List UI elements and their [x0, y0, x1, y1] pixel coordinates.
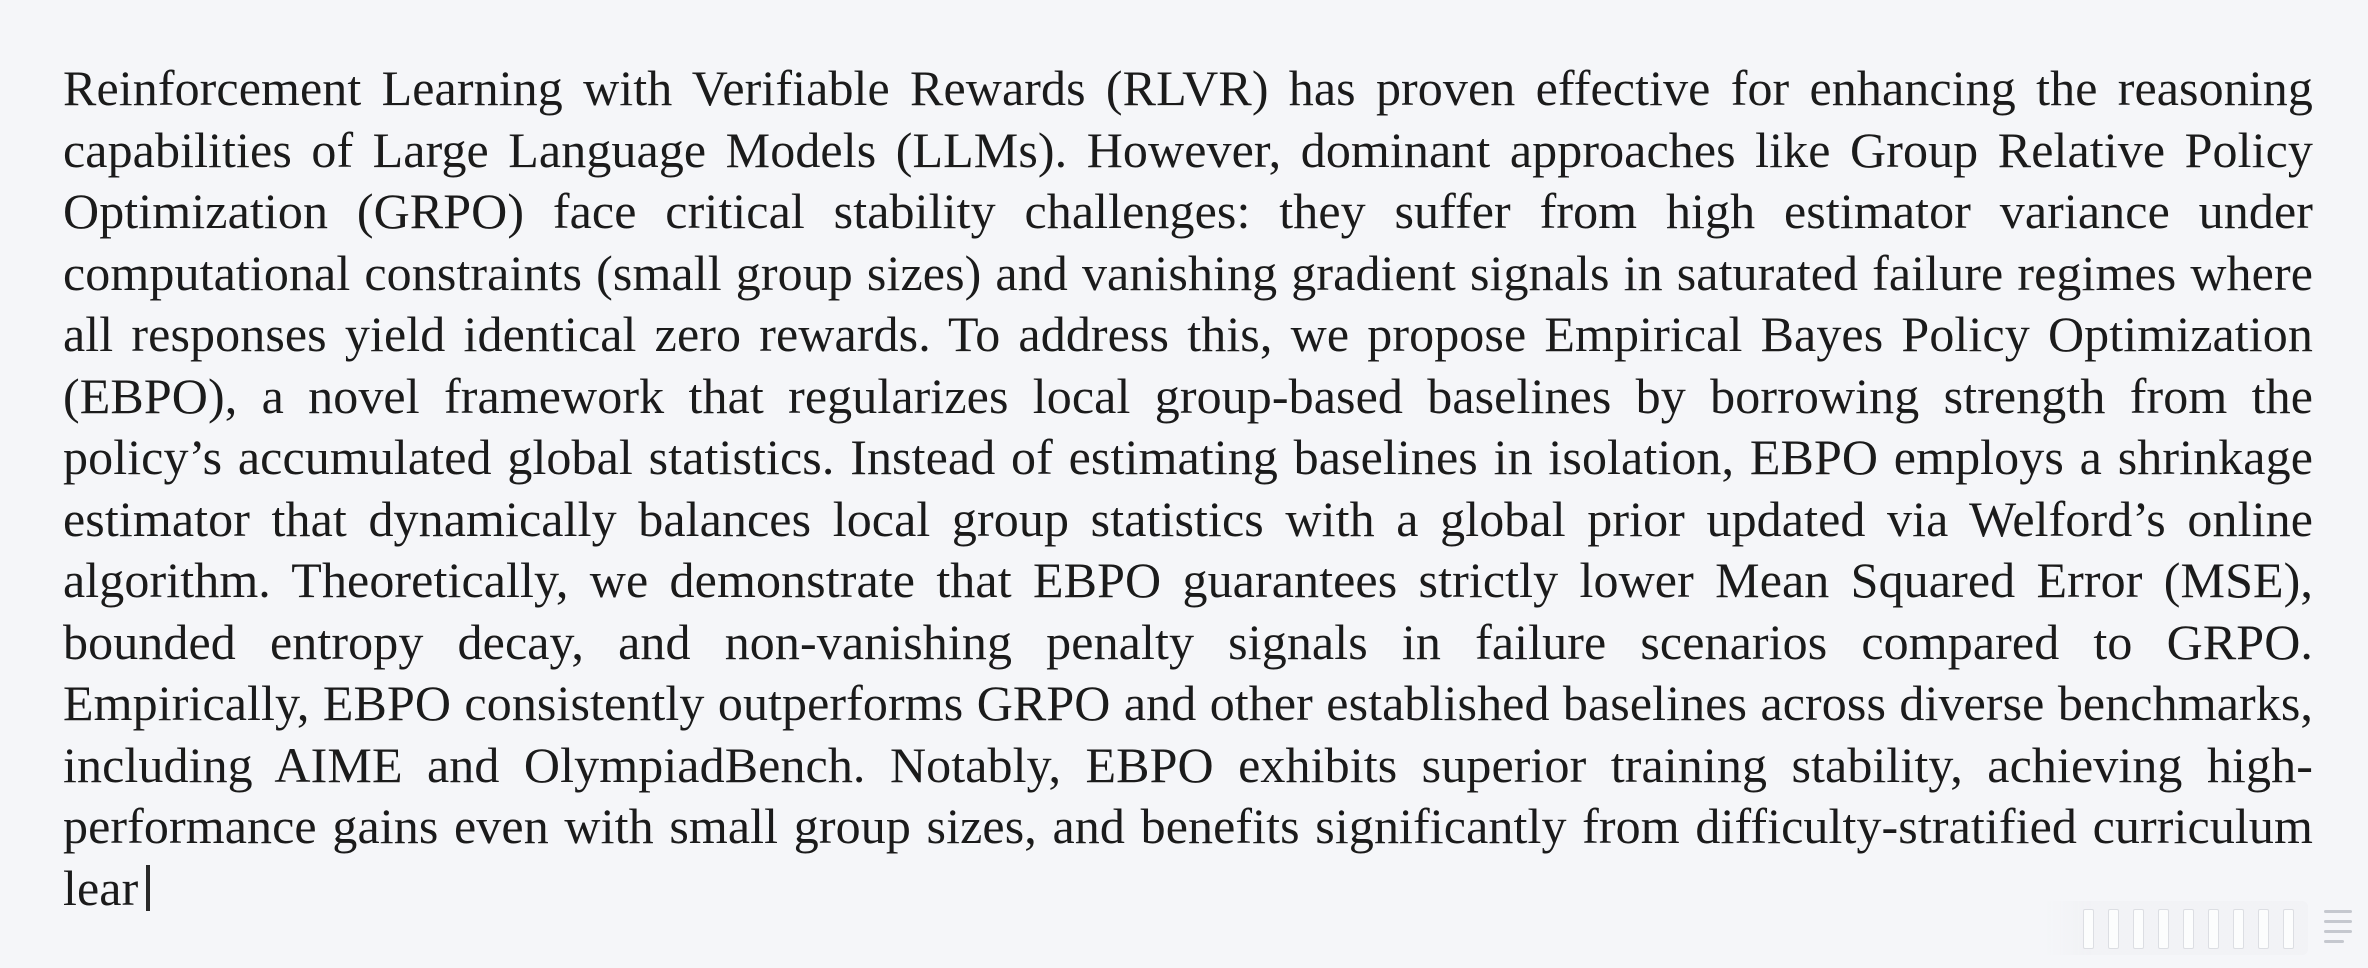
abstract-paragraph: [63, 58, 2313, 919]
watermark-bar: [2258, 909, 2269, 949]
watermark-bar: [2108, 909, 2119, 949]
watermark-bar: [2083, 909, 2094, 949]
watermark-bar: [2208, 909, 2219, 949]
watermark-bars: [2043, 901, 2308, 955]
paper-page: [63, 58, 2313, 919]
text-cursor: [146, 865, 150, 911]
watermark-bar: [2158, 909, 2169, 949]
watermark-bar: [2283, 909, 2294, 949]
abstract-text: Reinforcement Learning with Verifiable Rewards (RLVR) has proven effective for enhancing the reasoning capabilities of Large Language Models (LLMs). However, dominant approaches like Group Relative Policy Optimization (GRPO) face critical stability challenges: they suffer from high estimator variance under computational constraints (small group sizes) and vanishing gradient signals in saturated failure regimes where all responses yield identical zero rewards. To address this, we propose Empirical Bayes Policy Optimization (EBPO), a novel framework that regularizes local group-based baselines by borrowing strength from the policy’s accumulated global statistics. Instead of estimating baselines in isolation, EBPO employs a shrinkage estimator that dynamically balances local group statistics with a global prior updated via Welford’s online algorithm. Theoretically, we demonstrate that EBPO guarantees strictly lower Mean Squared Error (MSE), bounded entropy decay, and non-vanishing penalty signals in failure scenarios compared to GRPO. Empirically, EBPO consistently outperforms GRPO and other established baselines across diverse benchmarks, including AIME and OlympiadBench. Notably, EBPO exhibits superior training stability, achieving high-performance gains even with small group sizes, and benefits significantly from difficulty-stratified curriculum lear: [63, 60, 2313, 916]
watermark-bar: [2233, 909, 2244, 949]
watermark-bar: [2183, 909, 2194, 949]
watermark-overlay: [2043, 900, 2358, 956]
watermark-bar: [2133, 909, 2144, 949]
text-lines-icon[interactable]: [2318, 900, 2358, 956]
